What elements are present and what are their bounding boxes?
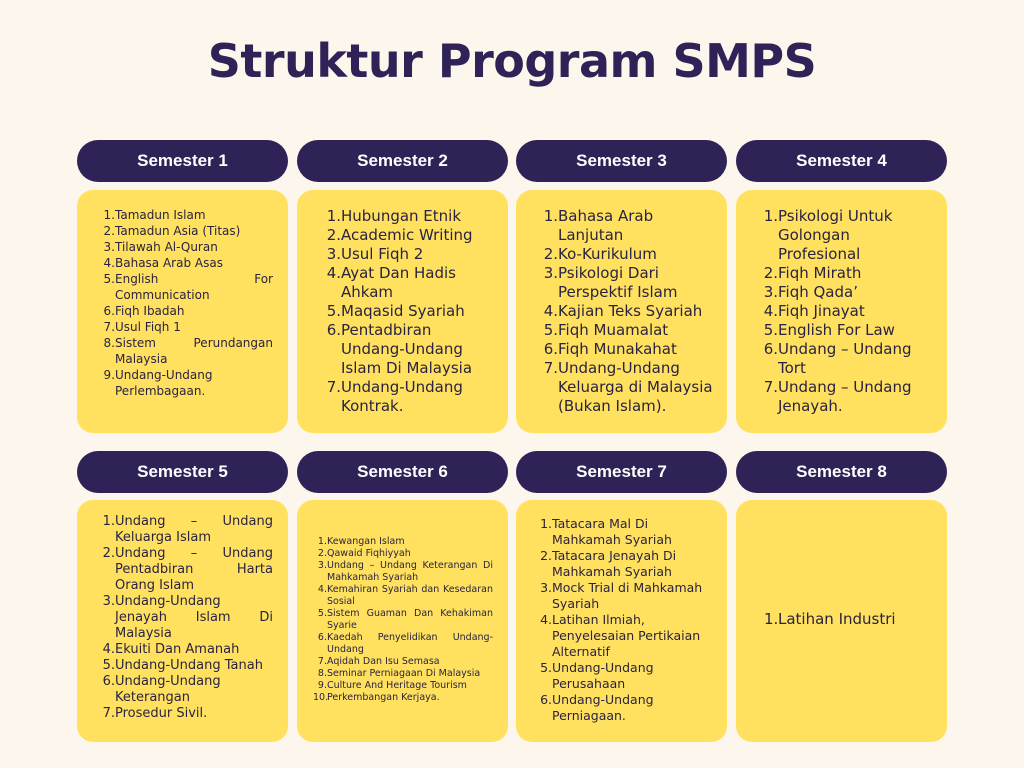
course-item xyxy=(542,321,713,340)
course-item xyxy=(313,668,493,680)
course-item xyxy=(542,245,713,264)
course-number: 6. xyxy=(543,340,558,358)
course-name: Undang-Undang Perlembagaan. xyxy=(115,368,213,398)
course-item xyxy=(538,660,707,692)
course-item xyxy=(762,207,933,264)
course-number: 4. xyxy=(326,264,341,282)
course-item xyxy=(538,692,707,724)
course-item xyxy=(325,321,494,378)
course-name: Bahasa Arab Lanjutan xyxy=(558,207,654,244)
course-number: 3. xyxy=(763,283,778,301)
course-name: Kajian Teks Syariah xyxy=(558,302,703,320)
course-number: 1. xyxy=(103,208,115,222)
course-number: 8. xyxy=(317,668,327,679)
course-number: 3. xyxy=(540,580,552,595)
course-number: 4. xyxy=(540,612,552,627)
semester-7-card xyxy=(516,500,727,742)
course-item xyxy=(542,264,713,302)
course-number: 6. xyxy=(103,304,115,318)
course-number: 4. xyxy=(103,256,115,270)
course-name: Kemahiran Syariah dan Kesedaran Sosial xyxy=(327,584,493,607)
course-item xyxy=(313,536,493,548)
course-number: 1. xyxy=(764,610,779,628)
semester-3-header: Semester 3 xyxy=(516,140,727,182)
course-number: 5. xyxy=(326,302,341,320)
semester-7-course-list xyxy=(538,516,707,724)
course-item xyxy=(101,223,273,239)
course-item xyxy=(325,264,494,302)
course-name: Usul Fiqh 2 xyxy=(341,245,424,263)
course-number: 1. xyxy=(763,207,778,225)
course-item xyxy=(762,302,933,321)
course-name: Fiqh Munakahat xyxy=(558,340,677,358)
course-number: 1. xyxy=(326,207,341,225)
course-item xyxy=(101,271,273,303)
course-name: Undang – Undang Pentadbiran Harta Orang Islam xyxy=(115,546,273,593)
course-name: Undang-Undang Perusahaan xyxy=(552,660,654,691)
course-item xyxy=(764,610,933,629)
semester-8-header: Semester 8 xyxy=(736,451,947,493)
course-number: 6. xyxy=(540,692,552,707)
course-item xyxy=(101,594,273,642)
course-item xyxy=(313,692,493,704)
semester-5-course-list xyxy=(101,514,273,722)
course-item xyxy=(101,642,273,658)
course-name: Prosedur Sivil. xyxy=(115,706,208,721)
course-number: 5. xyxy=(540,660,552,675)
course-item xyxy=(542,340,713,359)
course-number: 3. xyxy=(543,264,558,282)
course-name: Bahasa Arab Asas xyxy=(115,256,223,270)
course-name: Undang – Undang Keluarga Islam xyxy=(115,514,273,545)
semester-1-card xyxy=(77,190,288,433)
semester-6-card xyxy=(297,500,508,742)
course-number: 5. xyxy=(317,608,327,619)
course-name: Ekuiti Dan Amanah xyxy=(115,642,240,657)
course-number: 7. xyxy=(763,378,778,396)
course-number: 7. xyxy=(102,706,115,721)
course-name: Undang-Undang Keterangan xyxy=(115,674,221,705)
course-item xyxy=(101,335,273,367)
course-number: 2. xyxy=(317,548,327,559)
course-name: Psikologi Dari Perspektif Islam xyxy=(558,264,678,301)
course-item xyxy=(101,239,273,255)
course-name: Undang-Undang Kontrak. xyxy=(341,378,463,415)
course-name: Hubungan Etnik xyxy=(341,207,462,225)
course-name: Aqidah Dan Isu Semasa xyxy=(327,656,440,667)
course-name: English For Communication xyxy=(115,272,273,302)
course-name: Tatacara Jenayah Di Mahkamah Syariah xyxy=(552,548,677,579)
course-number: 2. xyxy=(102,546,115,561)
course-item xyxy=(101,658,273,674)
course-name: Sistem Perundangan Malaysia xyxy=(115,336,273,366)
course-item xyxy=(101,303,273,319)
course-number: 6. xyxy=(317,632,327,643)
course-number: 9. xyxy=(317,680,327,691)
course-number: 8. xyxy=(103,336,115,350)
semester-6-course-list xyxy=(313,536,493,704)
course-name: Undang – Undang Tort xyxy=(778,340,912,377)
semester-5-header: Semester 5 xyxy=(77,451,288,493)
course-number: 5. xyxy=(103,272,115,286)
course-name: Latihan Ilmiah, Penyelesaian Pertikaian Alternatif xyxy=(552,612,701,659)
course-number: 5. xyxy=(102,658,115,673)
course-item xyxy=(538,516,707,548)
course-number: 2. xyxy=(103,224,115,238)
course-name: Tamadun Asia (Titas) xyxy=(115,224,241,238)
course-name: Undang-Undang Tanah xyxy=(115,658,263,673)
course-name: Undang-Undang Jenayah Islam Di Malaysia xyxy=(115,594,273,641)
course-item xyxy=(325,226,494,245)
semester-1-course-list xyxy=(101,207,273,399)
course-item xyxy=(538,612,707,660)
course-name: Fiqh Muamalat xyxy=(558,321,669,339)
semester-8-card xyxy=(736,500,947,742)
course-item xyxy=(101,255,273,271)
course-name: Tatacara Mal Di Mahkamah Syariah xyxy=(552,516,672,547)
course-number: 7. xyxy=(543,359,558,377)
course-number: 5. xyxy=(543,321,558,339)
course-item xyxy=(101,207,273,223)
course-name: Seminar Perniagaan Di Malaysia xyxy=(327,668,481,679)
course-item xyxy=(313,632,493,656)
semester-8-course-list xyxy=(764,610,933,629)
course-number: 1. xyxy=(540,516,552,531)
semester-3-course-list xyxy=(542,207,713,416)
course-name: Fiqh Ibadah xyxy=(115,304,185,318)
course-number: 4. xyxy=(763,302,778,320)
course-item xyxy=(313,608,493,632)
semester-6-header: Semester 6 xyxy=(297,451,508,493)
course-name: Psikologi Untuk Golongan Profesional xyxy=(778,207,893,263)
course-name: Culture And Heritage Tourism xyxy=(327,680,467,691)
course-item xyxy=(542,302,713,321)
course-number: 4. xyxy=(543,302,558,320)
course-name: Fiqh Mirath xyxy=(778,264,862,282)
course-item xyxy=(313,656,493,668)
course-number: 7. xyxy=(103,320,115,334)
course-item xyxy=(325,245,494,264)
page-title: Struktur Program SMPS xyxy=(207,34,817,88)
course-item xyxy=(325,207,494,226)
course-number: 3. xyxy=(317,560,327,571)
course-number: 3. xyxy=(103,240,115,254)
course-item xyxy=(762,264,933,283)
course-name: Usul Fiqh 1 xyxy=(115,320,181,334)
course-item xyxy=(101,674,273,706)
semester-4-header: Semester 4 xyxy=(736,140,947,182)
course-name: English For Law xyxy=(778,321,895,339)
semester-1-header: Semester 1 xyxy=(77,140,288,182)
course-item xyxy=(101,546,273,594)
semester-4-card xyxy=(736,190,947,433)
course-item xyxy=(313,584,493,608)
semester-7-header: Semester 7 xyxy=(516,451,727,493)
semester-2-course-list xyxy=(325,207,494,416)
course-item xyxy=(762,378,933,416)
course-number: 2. xyxy=(763,264,778,282)
course-number: 2. xyxy=(543,245,558,263)
course-name: Undang-Undang Perniagaan. xyxy=(552,692,654,723)
course-item xyxy=(542,359,713,416)
course-item xyxy=(762,283,933,302)
course-name: Sistem Guaman Dan Kehakiman Syarie xyxy=(327,608,493,631)
course-item xyxy=(538,548,707,580)
course-number: 6. xyxy=(326,321,341,339)
course-name: Undang-Undang Keluarga di Malaysia (Bukan Islam). xyxy=(558,359,713,415)
course-number: 2. xyxy=(540,548,552,563)
course-item xyxy=(101,367,273,399)
course-item xyxy=(313,680,493,692)
course-name: Undang – Undang Jenayah. xyxy=(778,378,912,415)
course-name: Tilawah Al-Quran xyxy=(115,240,218,254)
course-number: 9. xyxy=(103,368,115,382)
course-number: 2. xyxy=(326,226,341,244)
semester-2-header: Semester 2 xyxy=(297,140,508,182)
semester-4-course-list xyxy=(762,207,933,416)
course-number: 7. xyxy=(317,656,327,667)
course-name: Perkembangan Kerjaya. xyxy=(327,692,440,703)
course-number: 6. xyxy=(763,340,778,358)
semester-3-card xyxy=(516,190,727,433)
course-name: Undang – Undang Keterangan Di Mahkamah Syariah xyxy=(327,560,493,583)
course-item xyxy=(313,548,493,560)
course-number: 7. xyxy=(326,378,341,396)
course-number: 4. xyxy=(102,642,115,657)
course-name: Ko-Kurikulum xyxy=(558,245,657,263)
course-number: 4. xyxy=(317,584,327,595)
semester-5-card xyxy=(77,500,288,742)
course-name: Academic Writing xyxy=(341,226,473,244)
course-item xyxy=(101,514,273,546)
course-number: 10. xyxy=(313,692,329,703)
course-item xyxy=(762,321,933,340)
course-item xyxy=(325,302,494,321)
course-name: Latihan Industri xyxy=(778,610,896,628)
course-name: Maqasid Syariah xyxy=(341,302,465,320)
course-number: 3. xyxy=(102,594,115,609)
course-name: Fiqh Jinayat xyxy=(778,302,865,320)
course-number: 6. xyxy=(102,674,115,689)
course-item xyxy=(762,340,933,378)
course-item xyxy=(325,378,494,416)
course-name: Kewangan Islam xyxy=(327,536,405,547)
course-item xyxy=(538,580,707,612)
course-name: Pentadbiran Undang-Undang Islam Di Malaysia xyxy=(341,321,473,377)
course-name: Tamadun Islam xyxy=(115,208,206,222)
course-number: 5. xyxy=(763,321,778,339)
course-name: Kaedah Penyelidikan Undang-Undang xyxy=(327,632,493,655)
course-name: Mock Trial di Mahkamah Syariah xyxy=(552,580,703,611)
semester-2-card xyxy=(297,190,508,433)
course-number: 3. xyxy=(326,245,341,263)
course-name: Fiqh Qada’ xyxy=(778,283,858,301)
course-name: Qawaid Fiqhiyyah xyxy=(327,548,411,559)
course-name: Ayat Dan Hadis Ahkam xyxy=(341,264,456,301)
course-number: 1. xyxy=(102,514,115,529)
course-item xyxy=(313,560,493,584)
course-number: 1. xyxy=(317,536,327,547)
course-number: 1. xyxy=(543,207,558,225)
course-item xyxy=(542,207,713,245)
course-item xyxy=(101,706,273,722)
course-item xyxy=(101,319,273,335)
